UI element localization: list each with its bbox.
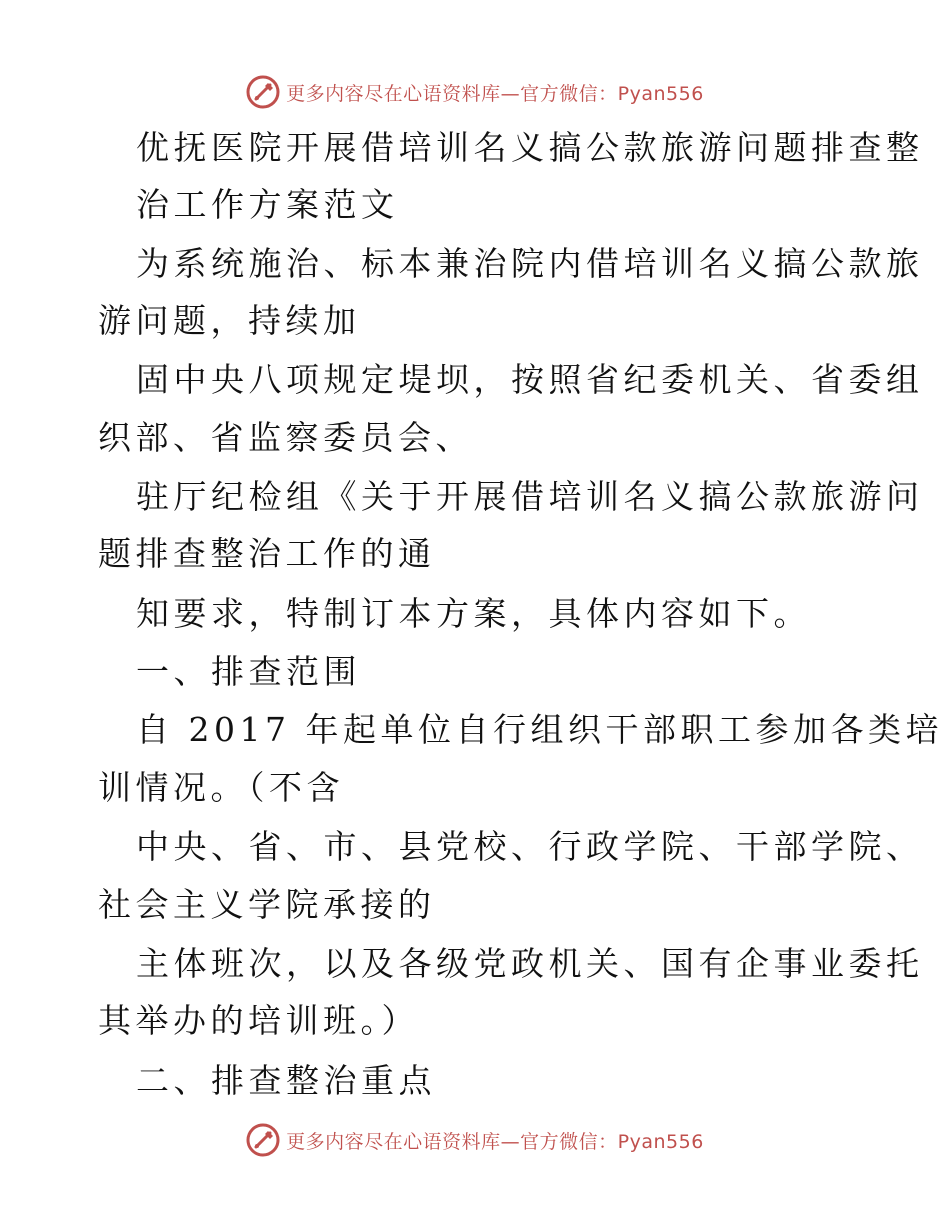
- watermark-text: 更多内容尽在心语资料库—官方微信：Pyan556: [286, 82, 704, 105]
- text-line: 自 2017 年起单位自行组织干部职工参加各类培: [136, 710, 943, 749]
- text-line: 题排查整治工作的通: [98, 534, 436, 573]
- seal-logo-icon: [246, 75, 280, 109]
- text-line: 社会主义学院承接的: [98, 885, 436, 924]
- header-watermark: [0, 72, 950, 112]
- section-heading: 二、排查整治重点: [136, 1061, 436, 1100]
- watermark-text: 更多内容尽在心语资料库—官方微信：Pyan556: [286, 1130, 704, 1153]
- section-heading: 一、排查范围: [136, 652, 361, 691]
- text-line: 游问题，持续加: [98, 301, 361, 340]
- text-line: 固中央八项规定堤坝，按照省纪委机关、省委组: [136, 360, 924, 399]
- footer-watermark: [0, 1120, 950, 1160]
- text-line: 治工作方案范文: [136, 185, 399, 224]
- text-line: 主体班次，以及各级党政机关、国有企事业委托: [136, 944, 924, 983]
- text-line: 织部、省监察委员会、: [98, 418, 473, 457]
- text-line: 驻厅纪检组《关于开展借培训名义搞公款旅游问: [136, 477, 924, 516]
- text-line: 为系统施治、标本兼治院内借培训名义搞公款旅: [136, 244, 924, 283]
- text-line: 其举办的培训班。）: [98, 1001, 419, 1040]
- text-line: 中央、省、市、县党校、行政学院、干部学院、: [136, 827, 924, 866]
- seal-logo-icon: [246, 1123, 280, 1157]
- text-line: 优抚医院开展借培训名义搞公款旅游问题排查整: [136, 128, 924, 167]
- text-line: 训情况。（不含: [98, 768, 344, 807]
- text-line: 知要求，特制订本方案，具体内容如下。: [136, 594, 811, 633]
